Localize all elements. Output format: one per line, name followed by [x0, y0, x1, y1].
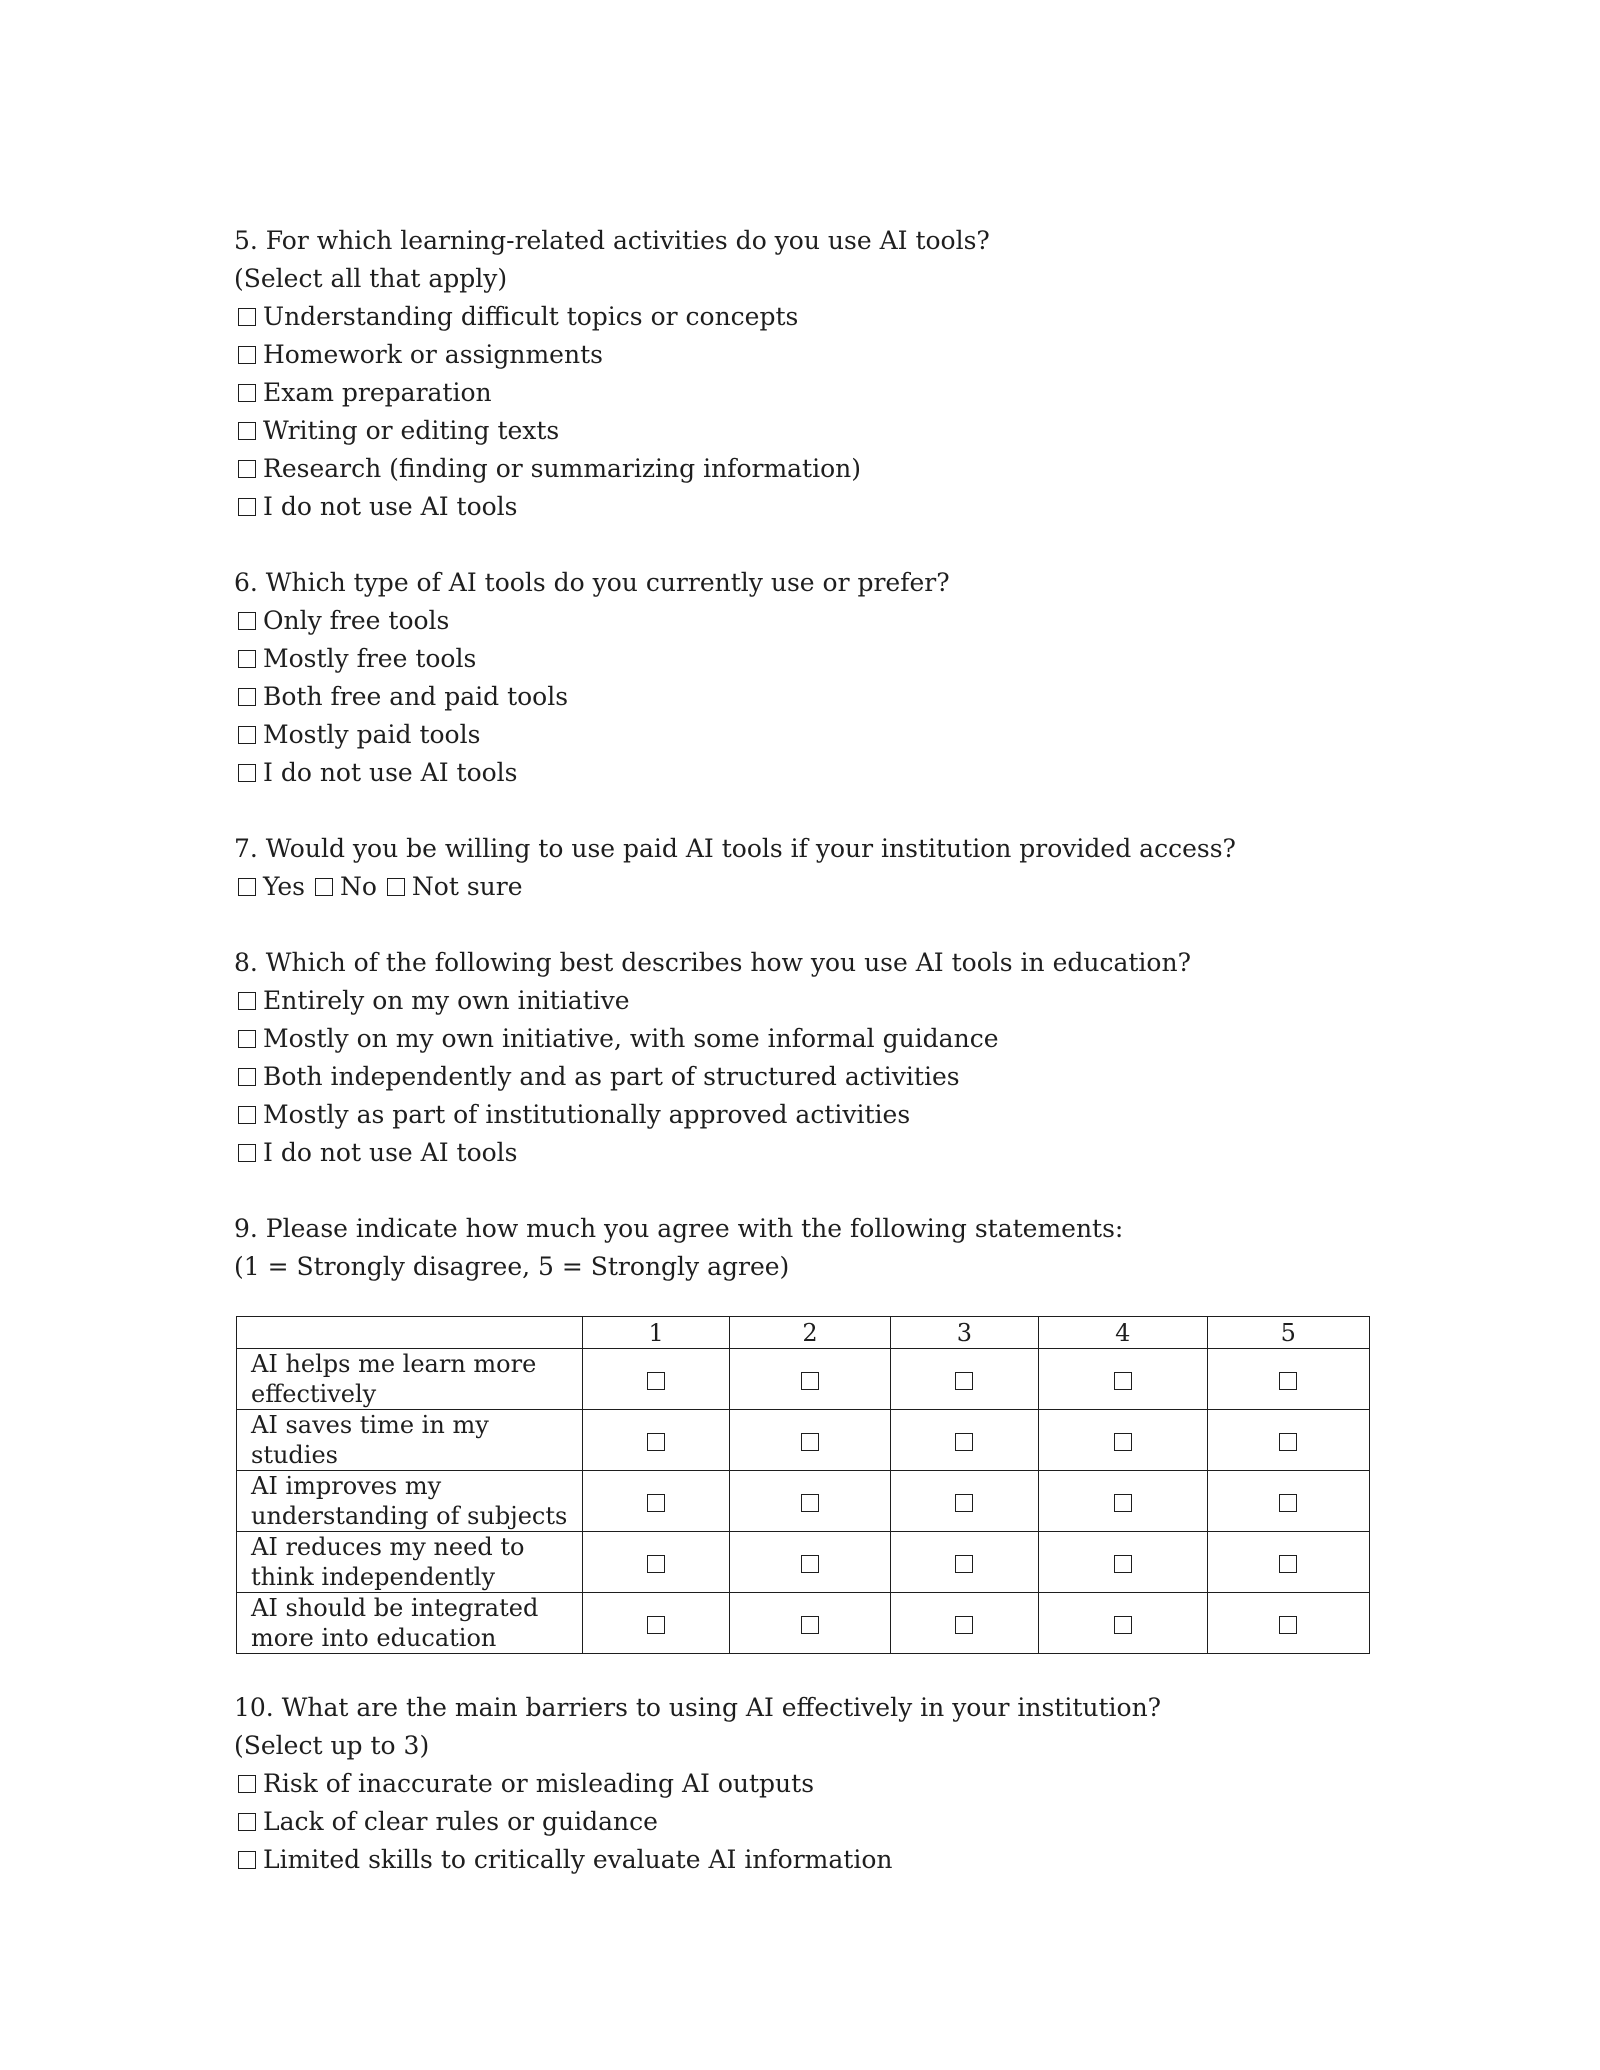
- checkbox[interactable]: [647, 1555, 665, 1573]
- table-row: [237, 1471, 1370, 1532]
- checkbox[interactable]: [1114, 1494, 1132, 1512]
- rating-cell[interactable]: [582, 1471, 729, 1532]
- q5-option[interactable]: [234, 298, 1374, 336]
- option-label: Exam preparation: [263, 378, 492, 407]
- q7-option-yes[interactable]: [234, 872, 311, 901]
- checkbox[interactable]: [801, 1616, 819, 1634]
- option-label: Limited skills to critically evaluate AI information: [263, 1845, 893, 1874]
- q6-option[interactable]: [234, 754, 1374, 792]
- rating-cell[interactable]: [1207, 1532, 1369, 1593]
- statement-cell: AI should be integrated more into education: [237, 1593, 583, 1654]
- rating-cell[interactable]: [582, 1349, 729, 1410]
- option-label: Yes: [263, 872, 305, 901]
- option-label: Research (finding or summarizing information): [263, 454, 861, 483]
- option-label: Mostly free tools: [263, 644, 477, 673]
- option-label: Mostly on my own initiative, with some informal guidance: [263, 1024, 999, 1053]
- q6-option[interactable]: [234, 640, 1374, 678]
- q5-option[interactable]: [234, 336, 1374, 374]
- statement-cell: AI improves my understanding of subjects: [237, 1471, 583, 1532]
- q6-question: 6. Which type of AI tools do you currently use or prefer?: [234, 568, 950, 597]
- spacer: [234, 526, 1374, 564]
- option-label: I do not use AI tools: [263, 758, 518, 787]
- checkbox[interactable]: [238, 1144, 256, 1162]
- checkbox[interactable]: [955, 1372, 973, 1390]
- checkbox[interactable]: [238, 346, 256, 364]
- table-header-row: [237, 1317, 1370, 1349]
- statement-cell: AI helps me learn more effectively: [237, 1349, 583, 1410]
- scale-header: 3: [890, 1317, 1038, 1349]
- q7-option-no[interactable]: [311, 872, 383, 901]
- checkbox[interactable]: [801, 1433, 819, 1451]
- checkbox[interactable]: [238, 1106, 256, 1124]
- table-row: [237, 1593, 1370, 1654]
- rating-cell[interactable]: [1039, 1593, 1207, 1654]
- option-label: Not sure: [411, 872, 523, 901]
- option-label: Lack of clear rules or guidance: [263, 1807, 658, 1836]
- rating-cell[interactable]: [1039, 1410, 1207, 1471]
- checkbox[interactable]: [238, 498, 256, 516]
- rating-cell[interactable]: [890, 1349, 1038, 1410]
- rating-cell[interactable]: [1039, 1471, 1207, 1532]
- q8-option[interactable]: [234, 1134, 1374, 1172]
- statement-cell: AI saves time in my studies: [237, 1410, 583, 1471]
- rating-cell[interactable]: [1207, 1471, 1369, 1532]
- checkbox[interactable]: [238, 878, 256, 896]
- checkbox[interactable]: [647, 1372, 665, 1390]
- option-label: Both independently and as part of structured activities: [263, 1062, 960, 1091]
- option-label: Understanding difficult topics or concepts: [263, 302, 799, 331]
- spacer: [234, 792, 1374, 830]
- checkbox[interactable]: [238, 422, 256, 440]
- scale-header: 5: [1207, 1317, 1369, 1349]
- q7-option-not-sure[interactable]: [383, 872, 523, 901]
- checkbox[interactable]: [1114, 1372, 1132, 1390]
- q10-option[interactable]: [234, 1803, 1374, 1841]
- rating-cell[interactable]: [890, 1471, 1038, 1532]
- table-row: [237, 1410, 1370, 1471]
- statement-cell: AI reduces my need to think independently: [237, 1532, 583, 1593]
- q8-option[interactable]: [234, 1058, 1374, 1096]
- q5-question: 5. For which learning-related activities do you use AI tools?: [234, 226, 990, 255]
- rating-cell[interactable]: [730, 1593, 890, 1654]
- q8-option[interactable]: [234, 1020, 1374, 1058]
- checkbox[interactable]: [1279, 1494, 1297, 1512]
- checkbox[interactable]: [1114, 1555, 1132, 1573]
- option-label: Mostly as part of institutionally approved activities: [263, 1100, 911, 1129]
- option-label: Both free and paid tools: [263, 682, 569, 711]
- checkbox[interactable]: [238, 1030, 256, 1048]
- checkbox[interactable]: [955, 1555, 973, 1573]
- checkbox[interactable]: [238, 688, 256, 706]
- option-label: Homework or assignments: [263, 340, 603, 369]
- checkbox[interactable]: [801, 1494, 819, 1512]
- checkbox[interactable]: [647, 1433, 665, 1451]
- survey-page: [234, 222, 1374, 1286]
- q7-question: 7. Would you be willing to use paid AI tools if your institution provided access?: [234, 834, 1236, 863]
- option-label: I do not use AI tools: [263, 1138, 518, 1167]
- q6-option[interactable]: [234, 678, 1374, 716]
- checkbox[interactable]: [238, 1851, 256, 1869]
- option-label: I do not use AI tools: [263, 492, 518, 521]
- scale-header: 4: [1039, 1317, 1207, 1349]
- checkbox[interactable]: [238, 726, 256, 744]
- checkbox[interactable]: [801, 1372, 819, 1390]
- rating-cell[interactable]: [582, 1532, 729, 1593]
- q6-option[interactable]: [234, 602, 1374, 640]
- checkbox[interactable]: [238, 460, 256, 478]
- q9-question: 9. Please indicate how much you agree with the following statements:: [234, 1214, 1124, 1243]
- option-label: Writing or editing texts: [263, 416, 560, 445]
- scale-header: 2: [730, 1317, 890, 1349]
- option-label: Entirely on my own initiative: [263, 986, 630, 1015]
- q10-instruction: (Select up to 3): [234, 1731, 430, 1760]
- checkbox[interactable]: [955, 1616, 973, 1634]
- q6-option[interactable]: [234, 716, 1374, 754]
- rating-cell[interactable]: [1039, 1349, 1207, 1410]
- q9-scale-note: (1 = Strongly disagree, 5 = Strongly agree): [234, 1252, 790, 1281]
- checkbox[interactable]: [238, 1068, 256, 1086]
- checkbox[interactable]: [1114, 1433, 1132, 1451]
- option-label: Risk of inaccurate or misleading AI outputs: [263, 1769, 815, 1798]
- q5-option[interactable]: [234, 450, 1374, 488]
- checkbox[interactable]: [1114, 1616, 1132, 1634]
- checkbox[interactable]: [1279, 1555, 1297, 1573]
- checkbox[interactable]: [238, 384, 256, 402]
- checkbox[interactable]: [1279, 1433, 1297, 1451]
- rating-cell[interactable]: [730, 1471, 890, 1532]
- checkbox[interactable]: [238, 1775, 256, 1793]
- rating-cell[interactable]: [730, 1410, 890, 1471]
- checkbox[interactable]: [801, 1555, 819, 1573]
- checkbox[interactable]: [315, 878, 333, 896]
- table-row: [237, 1532, 1370, 1593]
- rating-cell[interactable]: [890, 1593, 1038, 1654]
- q5-option[interactable]: [234, 374, 1374, 412]
- rating-cell[interactable]: [890, 1532, 1038, 1593]
- checkbox[interactable]: [238, 308, 256, 326]
- q10-option[interactable]: [234, 1765, 1374, 1803]
- checkbox[interactable]: [1279, 1372, 1297, 1390]
- checkbox[interactable]: [238, 650, 256, 668]
- checkbox[interactable]: [238, 992, 256, 1010]
- checkbox[interactable]: [955, 1433, 973, 1451]
- rating-cell[interactable]: [1207, 1410, 1369, 1471]
- option-label: Only free tools: [263, 606, 450, 635]
- q10-section: [234, 1689, 1374, 1879]
- checkbox[interactable]: [1279, 1616, 1297, 1634]
- rating-cell[interactable]: [730, 1349, 890, 1410]
- rating-cell[interactable]: [1207, 1349, 1369, 1410]
- option-label: No: [339, 872, 377, 901]
- q5-instruction: (Select all that apply): [234, 264, 508, 293]
- q8-question: 8. Which of the following best describes how you use AI tools in education?: [234, 948, 1191, 977]
- spacer: [234, 1172, 1374, 1210]
- q7-options: [234, 868, 1374, 906]
- checkbox[interactable]: [955, 1494, 973, 1512]
- table-row: [237, 1349, 1370, 1410]
- checkbox[interactable]: [647, 1494, 665, 1512]
- q5-option[interactable]: [234, 412, 1374, 450]
- rating-cell[interactable]: [1039, 1532, 1207, 1593]
- checkbox[interactable]: [647, 1616, 665, 1634]
- rating-cell[interactable]: [582, 1410, 729, 1471]
- header-empty-cell: [237, 1317, 583, 1349]
- q5-option[interactable]: [234, 488, 1374, 526]
- option-label: Mostly paid tools: [263, 720, 481, 749]
- rating-cell[interactable]: [730, 1532, 890, 1593]
- q10-option[interactable]: [234, 1841, 1374, 1879]
- q8-option[interactable]: [234, 982, 1374, 1020]
- q10-question: 10. What are the main barriers to using AI effectively in your institution?: [234, 1693, 1162, 1722]
- scale-header: 1: [582, 1317, 729, 1349]
- spacer: [234, 906, 1374, 944]
- rating-cell[interactable]: [582, 1593, 729, 1654]
- rating-cell[interactable]: [890, 1410, 1038, 1471]
- checkbox[interactable]: [238, 764, 256, 782]
- likert-table: [236, 1316, 1370, 1654]
- checkbox[interactable]: [238, 612, 256, 630]
- q8-option[interactable]: [234, 1096, 1374, 1134]
- checkbox[interactable]: [387, 878, 405, 896]
- checkbox[interactable]: [238, 1813, 256, 1831]
- rating-cell[interactable]: [1207, 1593, 1369, 1654]
